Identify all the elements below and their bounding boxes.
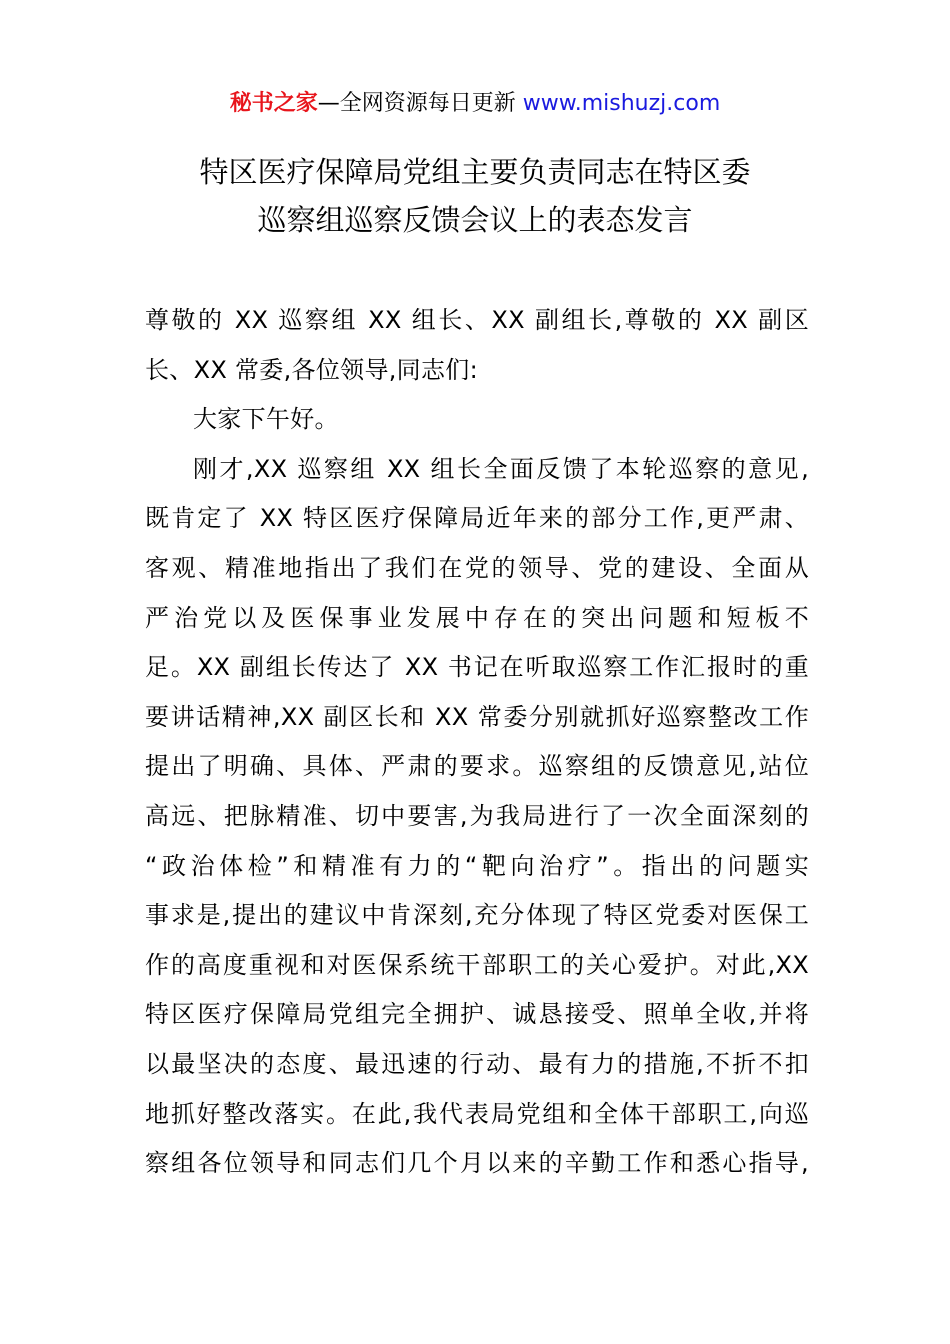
body-line: 以最坚决的态度、最迅速的行动、最有力的措施,不折不扣: [145, 1049, 809, 1078]
body-line: 足。XX 副组长传达了 XX 书记在听取巡察工作汇报时的重: [145, 653, 809, 682]
body-line: 高远、把脉精准、切中要害,为我局进行了一次全面深刻的: [145, 801, 809, 830]
body-line: 地抓好整改落实。在此,我代表局党组和全体干部职工,向巡: [145, 1099, 809, 1128]
body-line: 事求是,提出的建议中肯深刻,充分体现了特区党委对医保工: [145, 901, 809, 930]
body-line: 严治党以及医保事业发展中存在的突出问题和短板不: [145, 603, 809, 632]
salutation-line-1: 尊敬的 XX 巡察组 XX 组长、XX 副组长,尊敬的 XX 副区: [145, 306, 809, 334]
body-line: 特区医疗保障局党组完全拥护、诚恳接受、照单全收,并将: [145, 1000, 809, 1029]
document-body: [145, 296, 809, 1189]
body-line: 刚才,XX 巡察组 XX 组长全面反馈了本轮巡察的意见,: [193, 454, 809, 483]
body-line: 既肯定了 XX 特区医疗保障局近年来的部分工作,更严肃、: [145, 504, 809, 533]
body-line: 作的高度重视和对医保系统干部职工的关心爱护。对此,XX: [145, 950, 809, 979]
site-header: [0, 88, 950, 120]
body-line: 察组各位领导和同志们几个月以来的辛勤工作和悉心指导,: [145, 1149, 809, 1178]
greeting-line: 大家下午好。: [193, 405, 339, 434]
body-line: 提出了明确、具体、严肃的要求。巡察组的反馈意见,站位: [145, 752, 809, 781]
body-line: 客观、精准地指出了我们在党的领导、党的建设、全面从: [145, 553, 809, 582]
brand-name: 秘书之家: [229, 91, 318, 116]
title-line-1: 特区医疗保障局党组主要负责同志在特区委: [199, 155, 751, 189]
document-title: [0, 148, 950, 244]
salutation-line-2: 长、XX 常委,各位领导,同志们:: [145, 355, 478, 384]
body-line: “政治体检”和精准有力的“靶向治疗”。指出的问题实: [145, 851, 809, 880]
title-line-2: 巡察组巡察反馈会议上的表态发言: [257, 203, 693, 237]
header-tagline: —全网资源每日更新: [317, 91, 516, 116]
site-url-link[interactable]: www.mishuzj.com: [522, 91, 721, 116]
body-line: 要讲话精神,XX 副区长和 XX 常委分别就抓好巡察整改工作: [145, 702, 809, 731]
